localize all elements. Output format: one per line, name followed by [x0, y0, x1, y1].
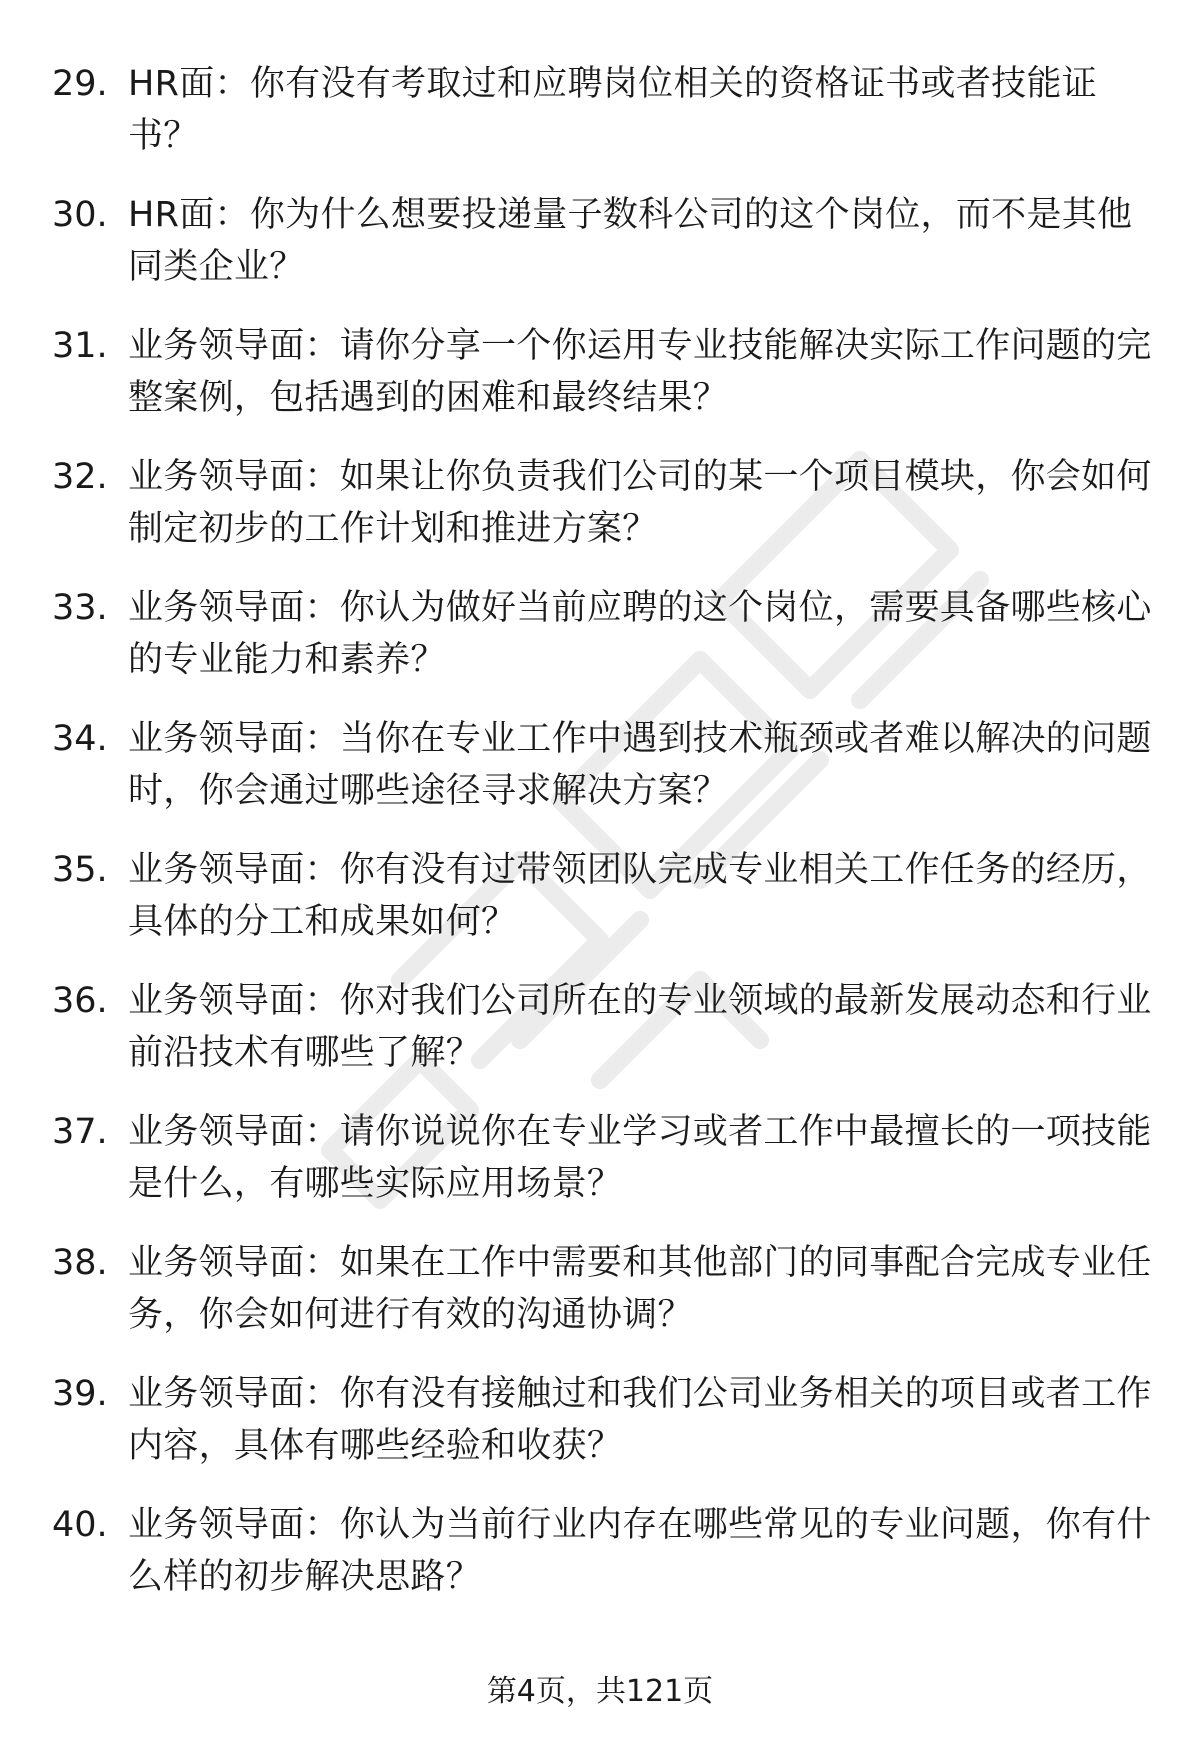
question-text: 业务领导面：如果在工作中需要和其他部门的同事配合完成专业任务，你会如何进行有效的沟通协调？: [128, 1243, 1152, 1335]
question-number: 34.: [52, 719, 108, 759]
page-footer: 第4页，共121页: [486, 1674, 714, 1709]
list-item: [52, 1237, 1162, 1368]
question-text: 业务领导面：你对我们公司所在的专业领域的最新发展动态和行业前沿技术有哪些了解？: [128, 981, 1152, 1073]
question-text: 业务领导面：你有没有接触过和我们公司业务相关的项目或者工作内容，具体有哪些经验和收获？: [128, 1374, 1152, 1466]
question-number: 40.: [52, 1505, 108, 1545]
question-number: 29.: [52, 64, 108, 104]
question-number: 39.: [52, 1374, 108, 1414]
list-item: [52, 1499, 1162, 1630]
question-number: 38.: [52, 1243, 108, 1283]
question-text: 业务领导面：你有没有过带领团队完成专业相关工作任务的经历，具体的分工和成果如何？: [128, 850, 1152, 942]
question-text: HR面：你有没有考取过和应聘岗位相关的资格证书或者技能证书？: [128, 64, 1098, 156]
list-item: [52, 1106, 1162, 1237]
question-text: 业务领导面：你认为当前行业内存在哪些常见的专业问题，你有什么样的初步解决思路？: [128, 1505, 1152, 1597]
question-number: 31.: [52, 326, 108, 366]
list-item: [52, 975, 1162, 1106]
list-item: [52, 58, 1162, 189]
list-item: [52, 189, 1162, 320]
question-number: 32.: [52, 457, 108, 497]
list-item: [52, 320, 1162, 451]
question-list: [52, 58, 1162, 1630]
list-item: [52, 1368, 1162, 1499]
question-number: 37.: [52, 1112, 108, 1152]
list-item: [52, 582, 1162, 713]
list-item: [52, 451, 1162, 582]
list-item: [52, 844, 1162, 975]
question-text: 业务领导面：你认为做好当前应聘的这个岗位，需要具备哪些核心的专业能力和素养？: [128, 588, 1152, 680]
question-number: 30.: [52, 195, 108, 235]
question-text: HR面：你为什么想要投递量子数科公司的这个岗位，而不是其他同类企业？: [128, 195, 1133, 287]
question-number: 33.: [52, 588, 108, 628]
question-text: 业务领导面：如果让你负责我们公司的某一个项目模块，你会如何制定初步的工作计划和推进方案？: [128, 457, 1152, 549]
question-number: 36.: [52, 981, 108, 1021]
question-text: 业务领导面：请你说说你在专业学习或者工作中最擅长的一项技能是什么，有哪些实际应用场景？: [128, 1112, 1152, 1204]
question-text: 业务领导面：当你在专业工作中遇到技术瓶颈或者难以解决的问题时，你会通过哪些途径寻求解决方案？: [128, 719, 1152, 811]
question-text: 业务领导面：请你分享一个你运用专业技能解决实际工作问题的完整案例，包括遇到的困难和最终结果？: [128, 326, 1152, 418]
question-number: 35.: [52, 850, 108, 890]
list-item: [52, 713, 1162, 844]
